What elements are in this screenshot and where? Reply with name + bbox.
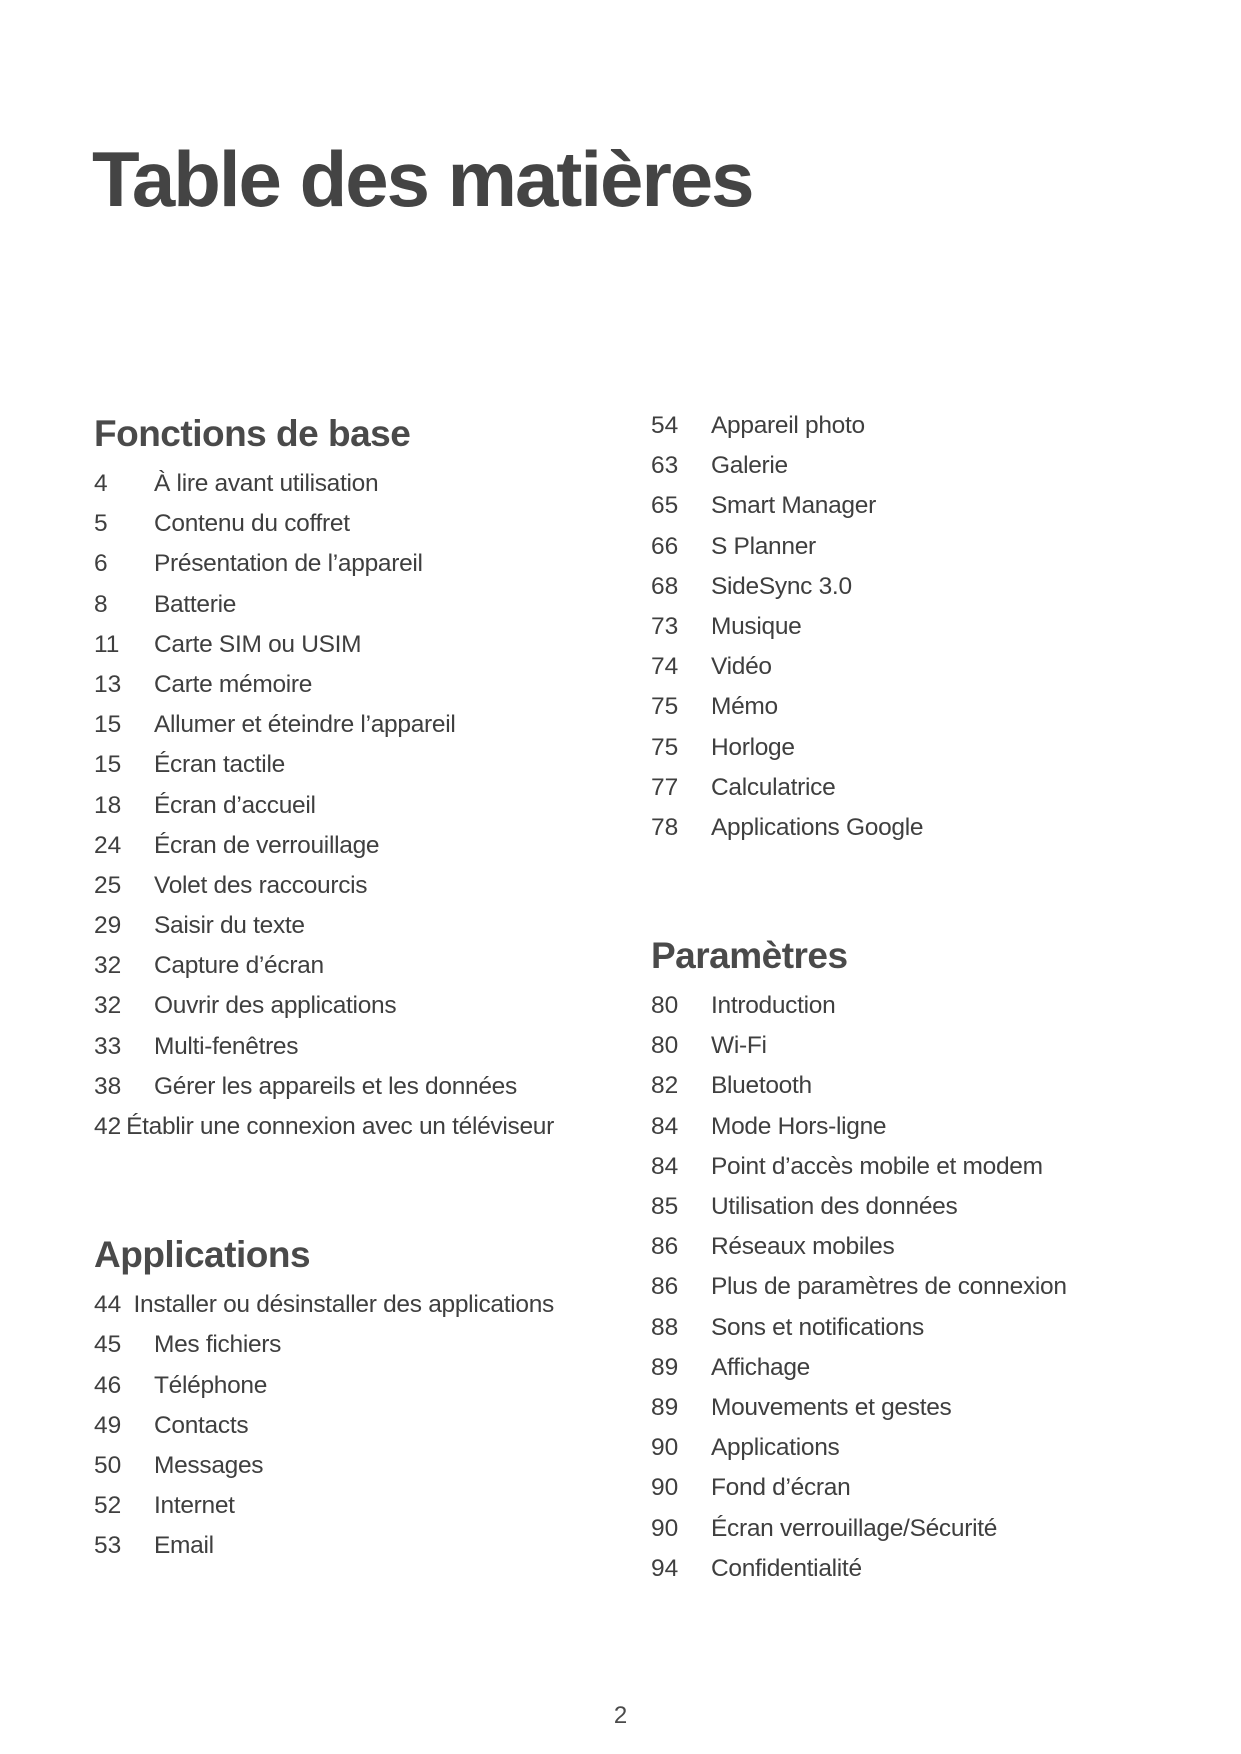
toc-page-number: 80 bbox=[651, 1032, 679, 1060]
toc-page-number: 94 bbox=[651, 1554, 679, 1582]
toc-page-number: 85 bbox=[651, 1193, 679, 1220]
toc-entry-label: Écran d’accueil bbox=[154, 791, 316, 819]
toc-page-number: 4 bbox=[94, 470, 108, 497]
toc-entry[interactable] bbox=[651, 1031, 1111, 1071]
toc-list bbox=[651, 991, 1111, 1594]
toc-entry[interactable] bbox=[94, 1290, 554, 1330]
toc-entry-label: Wi-Fi bbox=[711, 1032, 767, 1060]
toc-entry-label: Horloge bbox=[711, 733, 795, 761]
section-applications-continued bbox=[651, 411, 1111, 853]
toc-entry-label: Plus de paramètres de connexion bbox=[711, 1273, 1067, 1301]
toc-entry[interactable] bbox=[651, 733, 1111, 773]
toc-page-number: 49 bbox=[94, 1411, 122, 1439]
toc-entry[interactable] bbox=[651, 1112, 1111, 1152]
toc-entry-label: SideSync 3.0 bbox=[711, 572, 852, 600]
toc-entry[interactable] bbox=[651, 1313, 1111, 1353]
toc-page-number: 68 bbox=[651, 572, 679, 600]
toc-entry[interactable] bbox=[94, 791, 554, 831]
toc-entry-label: Applications Google bbox=[711, 813, 924, 841]
toc-entry[interactable] bbox=[651, 773, 1111, 813]
toc-entry-label: Vidéo bbox=[711, 653, 772, 681]
toc-entry[interactable] bbox=[94, 710, 554, 750]
toc-entry-label: Allumer et éteindre l’appareil bbox=[154, 711, 456, 739]
toc-entry[interactable] bbox=[94, 1072, 554, 1112]
toc-entry-label: Affichage bbox=[711, 1353, 811, 1381]
toc-entry-label: Mouvements et gestes bbox=[711, 1393, 952, 1421]
section-title: Applications bbox=[94, 1234, 311, 1276]
toc-entry-label: Appareil photo bbox=[711, 412, 865, 439]
toc-entry[interactable] bbox=[94, 670, 554, 710]
toc-entry-label: Présentation de l’appareil bbox=[154, 550, 423, 578]
toc-list bbox=[94, 469, 554, 1152]
toc-page-number: 89 bbox=[651, 1353, 679, 1381]
toc-page-number: 54 bbox=[651, 412, 679, 439]
toc-entry[interactable] bbox=[651, 411, 1111, 451]
toc-page-number: 84 bbox=[651, 1112, 679, 1140]
toc-entry[interactable] bbox=[651, 491, 1111, 531]
toc-entry[interactable] bbox=[94, 1451, 554, 1491]
toc-page-number: 44 bbox=[94, 1291, 122, 1319]
toc-entry-label: Mode Hors-ligne bbox=[711, 1112, 887, 1140]
toc-page-number: 46 bbox=[94, 1371, 122, 1399]
toc-entry[interactable] bbox=[651, 1232, 1111, 1272]
toc-entry[interactable] bbox=[94, 871, 554, 911]
toc-page-number: 77 bbox=[651, 773, 679, 801]
toc-entry[interactable] bbox=[651, 1353, 1111, 1393]
section-parametres bbox=[651, 934, 1111, 1594]
toc-page-number: 53 bbox=[94, 1532, 122, 1560]
toc-page-number: 38 bbox=[94, 1072, 122, 1100]
toc-entry[interactable] bbox=[651, 652, 1111, 692]
toc-entry[interactable] bbox=[94, 1411, 554, 1451]
toc-entry[interactable] bbox=[94, 630, 554, 670]
toc-page-number: 66 bbox=[651, 532, 679, 560]
toc-entry-label: Gérer les appareils et les données bbox=[154, 1072, 517, 1100]
toc-entry-label: Musique bbox=[711, 612, 802, 640]
toc-entry-label: Ouvrir des applications bbox=[154, 992, 397, 1020]
toc-entry-label: Calculatrice bbox=[711, 773, 836, 801]
toc-entry[interactable] bbox=[651, 532, 1111, 572]
toc-entry-label: Bluetooth bbox=[711, 1072, 812, 1100]
toc-page-number: 90 bbox=[651, 1474, 679, 1502]
toc-entry-label: Écran tactile bbox=[154, 751, 285, 779]
toc-entry[interactable] bbox=[94, 469, 554, 509]
toc-entry[interactable] bbox=[94, 831, 554, 871]
toc-page-number: 89 bbox=[651, 1393, 679, 1421]
toc-entry-label: Fond d’écran bbox=[711, 1474, 851, 1502]
toc-page-number: 80 bbox=[651, 992, 679, 1020]
toc-page-number: 90 bbox=[651, 1434, 679, 1462]
toc-page-number: 78 bbox=[651, 813, 679, 841]
toc-entry-label: Multi-fenêtres bbox=[154, 1032, 299, 1060]
toc-list bbox=[94, 1290, 554, 1571]
toc-entry[interactable] bbox=[651, 451, 1111, 491]
toc-entry[interactable] bbox=[651, 1071, 1111, 1111]
toc-page-number: 82 bbox=[651, 1072, 679, 1100]
toc-entry-label: Email bbox=[154, 1532, 214, 1560]
toc-page-number: 52 bbox=[94, 1492, 122, 1520]
toc-entry-label: Introduction bbox=[711, 992, 836, 1020]
toc-entry[interactable] bbox=[651, 1152, 1111, 1192]
toc-entry-label: Point d’accès mobile et modem bbox=[711, 1152, 1043, 1180]
toc-page-number: 74 bbox=[651, 653, 679, 681]
toc-page-number: 86 bbox=[651, 1273, 679, 1301]
toc-entry-label: Installer ou désinstaller des applications bbox=[133, 1291, 554, 1319]
toc-page-number: 8 bbox=[94, 590, 108, 618]
toc-entry-label: Écran de verrouillage bbox=[154, 831, 380, 859]
toc-column-left bbox=[94, 412, 554, 1572]
toc-entry-label: Saisir du texte bbox=[154, 912, 305, 940]
toc-entry[interactable] bbox=[651, 991, 1111, 1031]
toc-entry[interactable] bbox=[94, 509, 554, 549]
page-title: Table des matières bbox=[92, 135, 753, 223]
toc-entry-label: Applications bbox=[711, 1434, 840, 1462]
toc-entry[interactable] bbox=[651, 1192, 1111, 1232]
toc-entry-label: Carte SIM ou USIM bbox=[154, 630, 362, 658]
toc-page-number: 24 bbox=[94, 831, 122, 859]
toc-page-number: 15 bbox=[94, 711, 122, 739]
toc-page-number: 11 bbox=[94, 630, 120, 658]
toc-entry-label: Volet des raccourcis bbox=[154, 871, 368, 899]
toc-entry-label: Smart Manager bbox=[711, 492, 876, 520]
toc-entry-label: Mes fichiers bbox=[154, 1331, 282, 1359]
toc-entry[interactable] bbox=[94, 1371, 554, 1411]
toc-entry[interactable] bbox=[94, 590, 554, 630]
toc-page-number: 65 bbox=[651, 492, 679, 520]
toc-entry[interactable] bbox=[651, 1272, 1111, 1312]
section-applications bbox=[94, 1233, 554, 1571]
toc-entry-label: Internet bbox=[154, 1492, 235, 1520]
section-title: Fonctions de base bbox=[94, 413, 411, 454]
section-title: Paramètres bbox=[651, 935, 848, 977]
toc-page-number: 45 bbox=[94, 1331, 122, 1359]
toc-entry[interactable] bbox=[94, 911, 554, 951]
toc-page-number: 88 bbox=[651, 1313, 679, 1341]
toc-column-right bbox=[651, 411, 1111, 1594]
toc-entry[interactable] bbox=[651, 1393, 1111, 1433]
toc-page-number: 13 bbox=[94, 670, 122, 698]
toc-page-number: 5 bbox=[94, 510, 108, 538]
toc-entry-label: S Planner bbox=[711, 532, 816, 560]
page-number: 2 bbox=[613, 1702, 628, 1729]
toc-page-number: 90 bbox=[651, 1514, 679, 1542]
toc-entry-label: Galerie bbox=[711, 452, 788, 480]
toc-page-number: 86 bbox=[651, 1233, 679, 1261]
toc-entry-label: Utilisation des données bbox=[711, 1193, 958, 1220]
toc-entry-label: Établir une connexion avec un téléviseur bbox=[126, 1113, 554, 1140]
toc-page-number: 75 bbox=[651, 733, 679, 761]
toc-entry[interactable] bbox=[651, 1473, 1111, 1513]
toc-entry[interactable] bbox=[94, 1491, 554, 1531]
toc-entry[interactable] bbox=[94, 951, 554, 991]
toc-entry-label: Confidentialité bbox=[711, 1554, 862, 1582]
toc-page-number: 6 bbox=[94, 550, 108, 578]
toc-entry[interactable] bbox=[94, 750, 554, 790]
toc-page-number: 50 bbox=[94, 1451, 122, 1479]
toc-entry[interactable] bbox=[94, 1032, 554, 1072]
toc-entry-label: Écran verrouillage/Sécurité bbox=[711, 1514, 998, 1542]
toc-page-number: 73 bbox=[651, 612, 679, 640]
toc-page-number: 25 bbox=[94, 871, 122, 899]
toc-entry[interactable] bbox=[651, 572, 1111, 612]
toc-entry[interactable] bbox=[651, 1554, 1111, 1594]
toc-page-number: 15 bbox=[94, 751, 122, 779]
toc-page-number: 33 bbox=[94, 1032, 122, 1060]
toc-entry-label: Messages bbox=[154, 1451, 264, 1479]
toc-entry[interactable] bbox=[651, 612, 1111, 652]
toc-entry[interactable] bbox=[94, 549, 554, 589]
toc-entry[interactable] bbox=[651, 692, 1111, 732]
toc-entry-label: À lire avant utilisation bbox=[154, 470, 379, 497]
toc-page-number: 75 bbox=[651, 693, 679, 721]
toc-list bbox=[651, 411, 1111, 853]
toc-page-number: 84 bbox=[651, 1152, 679, 1180]
section-fonctions-de-base bbox=[94, 412, 554, 1152]
toc-page-number: 32 bbox=[94, 952, 122, 980]
toc-entry-label: Contenu du coffret bbox=[154, 510, 350, 538]
toc-entry-label: Mémo bbox=[711, 693, 778, 721]
toc-page-number: 18 bbox=[94, 791, 122, 819]
toc-page-number: 42 bbox=[94, 1113, 122, 1140]
toc-entry-label: Contacts bbox=[154, 1411, 249, 1439]
toc-entry-label: Sons et notifications bbox=[711, 1313, 924, 1341]
toc-entry-label: Capture d’écran bbox=[154, 952, 324, 980]
toc-page-number: 29 bbox=[94, 912, 122, 940]
toc-entry[interactable] bbox=[651, 1433, 1111, 1473]
toc-entry-label: Réseaux mobiles bbox=[711, 1233, 895, 1261]
toc-entry-label: Batterie bbox=[154, 590, 237, 618]
toc-page-number: 32 bbox=[94, 992, 122, 1020]
toc-entry-label: Téléphone bbox=[154, 1371, 268, 1399]
toc-entry-label: Carte mémoire bbox=[154, 670, 313, 698]
toc-page-number: 63 bbox=[651, 452, 679, 480]
toc-entry[interactable] bbox=[94, 1330, 554, 1370]
toc-entry[interactable] bbox=[94, 991, 554, 1031]
toc-entry[interactable] bbox=[94, 1531, 554, 1571]
toc-entry[interactable] bbox=[651, 1514, 1111, 1554]
toc-entry[interactable] bbox=[94, 1112, 554, 1152]
toc-entry[interactable] bbox=[651, 813, 1111, 853]
